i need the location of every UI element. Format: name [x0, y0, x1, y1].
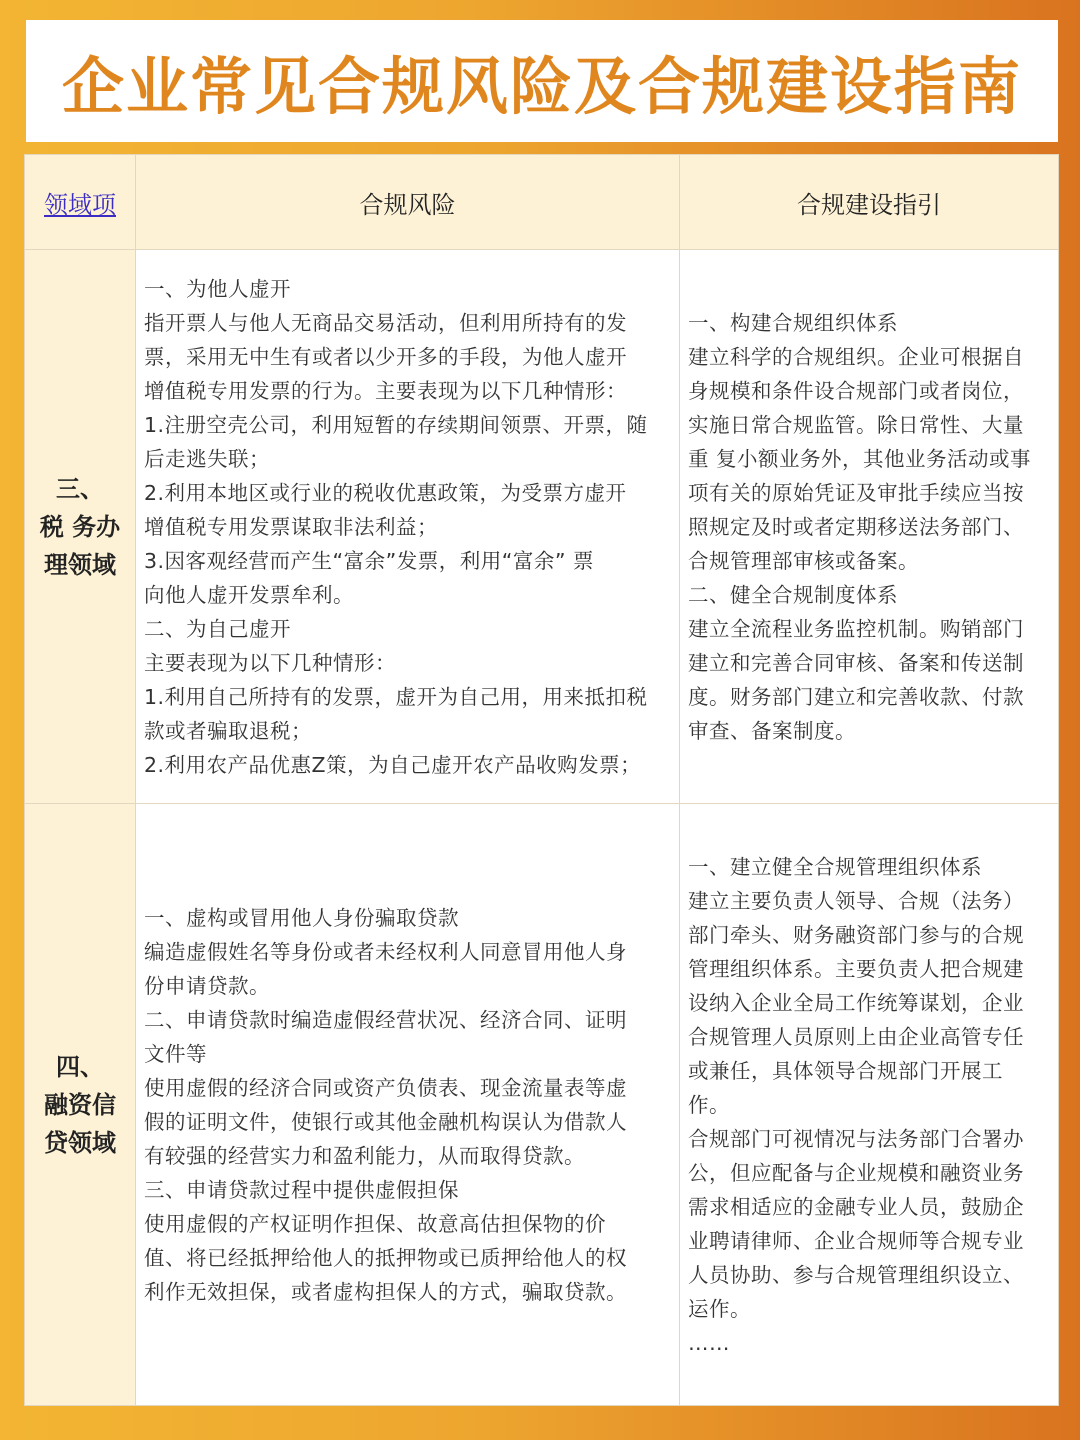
text-line: 有较强的经营实力和盈利能力，从而取得贷款。 [144, 1143, 585, 1168]
text-line: 假的证明文件，使银行或其他金融机构误认为借款人 [144, 1109, 627, 1134]
text-line: 1.注册空壳公司，利用短暂的存续期间领票、开票，随 [144, 412, 648, 437]
text-line: 作。 [688, 1092, 730, 1117]
text-line: 合规管理部审核或备案。 [688, 548, 919, 573]
text-line: 三、申请贷款过程中提供虚假担保 [144, 1177, 459, 1202]
text-line: 二、申请贷款时编造虚假经营状况、经济合同、证明 [144, 1007, 627, 1032]
field-line: 融资信 [44, 1090, 116, 1119]
text-line: 合规部门可视情况与法务部门合署办 [688, 1126, 1024, 1151]
text-line: 度。财务部门建立和完善收款、付款 [688, 684, 1024, 709]
text-line: 份申请贷款。 [144, 973, 270, 998]
text-line: 编造虚假姓名等身份或者未经权利人同意冒用他人身 [144, 939, 627, 964]
text-line: 值、将已经抵押给他人的抵押物或已质押给他人的权 [144, 1245, 627, 1270]
text-line: 业聘请律师、企业合规师等合规专业 [688, 1228, 1024, 1253]
text-line: 票，采用无中生有或者以少开多的手段，为他人虚开 [144, 344, 627, 369]
row-risk-finance [136, 804, 680, 1406]
text-line: 二、为自己虚开 [144, 616, 291, 641]
text-line: 向他人虚开发票牟利。 [144, 582, 354, 607]
text-line: 利作无效担保，或者虚构担保人的方式，骗取贷款。 [144, 1279, 627, 1304]
text-line: 文件等 [144, 1041, 207, 1066]
header-guide: 合规建设指引 [680, 155, 1059, 250]
header-field[interactable] [25, 155, 136, 250]
text-line: 运作。 [688, 1296, 751, 1321]
text-line: 二、健全合规制度体系 [688, 582, 898, 607]
row-risk-tax [136, 250, 680, 804]
header-field-link[interactable]: 领域项 [44, 190, 116, 219]
text-line: 一、为他人虚开 [144, 276, 291, 301]
text-line: 2.利用本地区或行业的税收优惠政策，为受票方虚开 [144, 480, 627, 505]
text-line: 一、构建合规组织体系 [688, 310, 898, 335]
text-line: 1.利用自己所持有的发票，虚开为自己用，用来抵扣税 [144, 684, 648, 709]
text-line: 实施日常合规监管。除日常性、大量 [688, 412, 1024, 437]
text-line: 3.因客观经营而产生“富余”发票，利用“富余” 票 [144, 548, 595, 573]
row-field-tax [25, 250, 136, 804]
text-line: 项有关的原始凭证及审批手续应当按 [688, 480, 1024, 505]
text-line: 需求相适应的金融专业人员，鼓励企 [688, 1194, 1024, 1219]
text-line: 使用虚假的产权证明作担保、故意高估担保物的价 [144, 1211, 606, 1236]
header-risk: 合规风险 [136, 155, 680, 250]
text-line: 建立全流程业务监控机制。购销部门 [688, 616, 1024, 641]
row-guide-tax [680, 250, 1059, 804]
row-field-finance [25, 804, 136, 1406]
text-line: 合规管理人员原则上由企业高管专任 [688, 1024, 1024, 1049]
table-row [25, 250, 1059, 804]
text-line: 部门牵头、财务融资部门参与的合规 [688, 922, 1024, 947]
table-header-row [25, 155, 1059, 250]
text-line: 增值税专用发票谋取非法利益； [144, 514, 438, 539]
text-line: 指开票人与他人无商品交易活动，但利用所持有的发 [144, 310, 627, 335]
text-line: 建立主要负责人领导、合规（法务） [688, 888, 1024, 913]
table-row [25, 804, 1059, 1406]
row-guide-finance [680, 804, 1059, 1406]
field-line: 理领域 [44, 550, 116, 579]
text-line: 建立科学的合规组织。企业可根据自 [688, 344, 1024, 369]
text-line: 重 复小额业务外，其他业务活动或事 [688, 446, 1032, 471]
text-line: 审查、备案制度。 [688, 718, 856, 743]
field-line: 税 务办 [39, 512, 121, 541]
text-line: 照规定及时或者定期移送法务部门、 [688, 514, 1024, 539]
text-line: 使用虚假的经济合同或资产负债表、现金流量表等虚 [144, 1075, 627, 1100]
page-title: 企业常见合规风险及合规建设指南 [61, 49, 1022, 123]
text-line: 身规模和条件设合规部门或者岗位， [688, 378, 1024, 403]
text-line: 2.利用农产品优惠Z策，为自己虚开农产品收购发票； [144, 752, 642, 777]
text-line: 一、虚构或冒用他人身份骗取贷款 [144, 905, 459, 930]
field-line: 贷领域 [44, 1128, 116, 1157]
text-line: 或兼任，具体领导合规部门开展工 [688, 1058, 1003, 1083]
text-line: …… [688, 1330, 730, 1355]
text-line: 管理组织体系。主要负责人把合规建 [688, 956, 1024, 981]
field-line: 三、 [56, 474, 104, 503]
text-line: 建立和完善合同审核、备案和传送制 [688, 650, 1024, 675]
text-line: 公，但应配备与企业规模和融资业务 [688, 1160, 1024, 1185]
title-banner [26, 20, 1058, 142]
compliance-table [24, 154, 1058, 1406]
field-line: 四、 [56, 1052, 104, 1081]
text-line: 设纳入企业全局工作统筹谋划，企业 [688, 990, 1024, 1015]
text-line: 后走逃失联； [144, 446, 270, 471]
text-line: 款或者骗取退税； [144, 718, 312, 743]
text-line: 人员协助、参与合规管理组织设立、 [688, 1262, 1024, 1287]
text-line: 一、建立健全合规管理组织体系 [688, 854, 982, 879]
text-line: 主要表现为以下几种情形： [144, 650, 396, 675]
text-line: 增值税专用发票的行为。主要表现为以下几种情形： [144, 378, 627, 403]
